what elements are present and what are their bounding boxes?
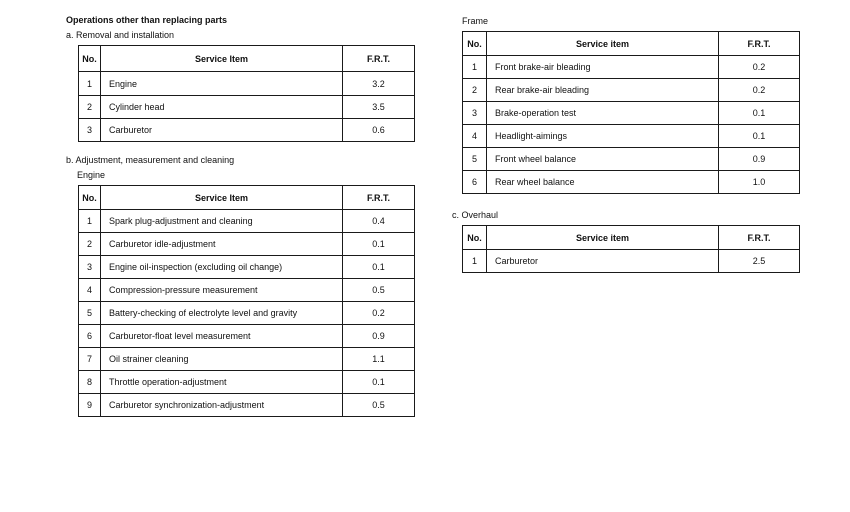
engine-subheading: Engine [77,170,106,180]
table-row: 5 Front wheel balance 0.9 [463,148,800,171]
table-row: 2 Cylinder head 3.5 [79,96,415,119]
section-c-heading: c. Overhaul [452,210,499,220]
removal-installation-table [78,45,415,142]
page-title: Operations other than replacing parts [66,15,228,25]
table-row: 1 Carburetor 2.5 [463,250,800,273]
col-no-header: No. [463,32,487,56]
table-row: 2 Rear brake-air bleading 0.2 [463,79,800,102]
table-row: 3 Brake-operation test 0.1 [463,102,800,125]
col-frt-header: F.R.T. [719,32,800,56]
col-no-header: No. [79,46,101,72]
table-row: 1 Spark plug-adjustment and cleaning 0.4 [79,210,415,233]
table-row: 5 Battery-checking of electrolyte level and gravity 0.2 [79,302,415,325]
overhaul-table [462,225,800,273]
engine-adjustment-table [78,185,415,417]
table-row: 2 Carburetor idle-adjustment 0.1 [79,233,415,256]
table-row: 9 Carburetor synchronization-adjustment 0.5 [79,394,415,417]
col-frt-header: F.R.T. [343,46,415,72]
section-a-heading: a. Removal and installation [66,30,175,40]
col-item-header: Service item [487,226,719,250]
col-frt-header: F.R.T. [719,226,800,250]
table-row: 1 Engine 3.2 [79,72,415,96]
col-no-header: No. [79,186,101,210]
table-row: 4 Headlight-aimings 0.1 [463,125,800,148]
table-row: 6 Rear wheel balance 1.0 [463,171,800,194]
col-item-header: Service Item [101,46,343,72]
col-item-header: Service item [487,32,719,56]
frame-adjustment-table [462,31,800,194]
frame-subheading: Frame [462,16,489,26]
col-item-header: Service Item [101,186,343,210]
table-row: 8 Throttle operation-adjustment 0.1 [79,371,415,394]
table-row: 3 Carburetor 0.6 [79,119,415,142]
table-row: 6 Carburetor-float level measurement 0.9 [79,325,415,348]
table-row: 3 Engine oil-inspection (excluding oil change) 0.1 [79,256,415,279]
col-no-header: No. [463,226,487,250]
col-frt-header: F.R.T. [343,186,415,210]
table-row: 7 Oil strainer cleaning 1.1 [79,348,415,371]
table-row: 1 Front brake-air bleading 0.2 [463,56,800,79]
table-row: 4 Compression-pressure measurement 0.5 [79,279,415,302]
section-b-heading: b. Adjustment, measurement and cleaning [66,155,235,165]
